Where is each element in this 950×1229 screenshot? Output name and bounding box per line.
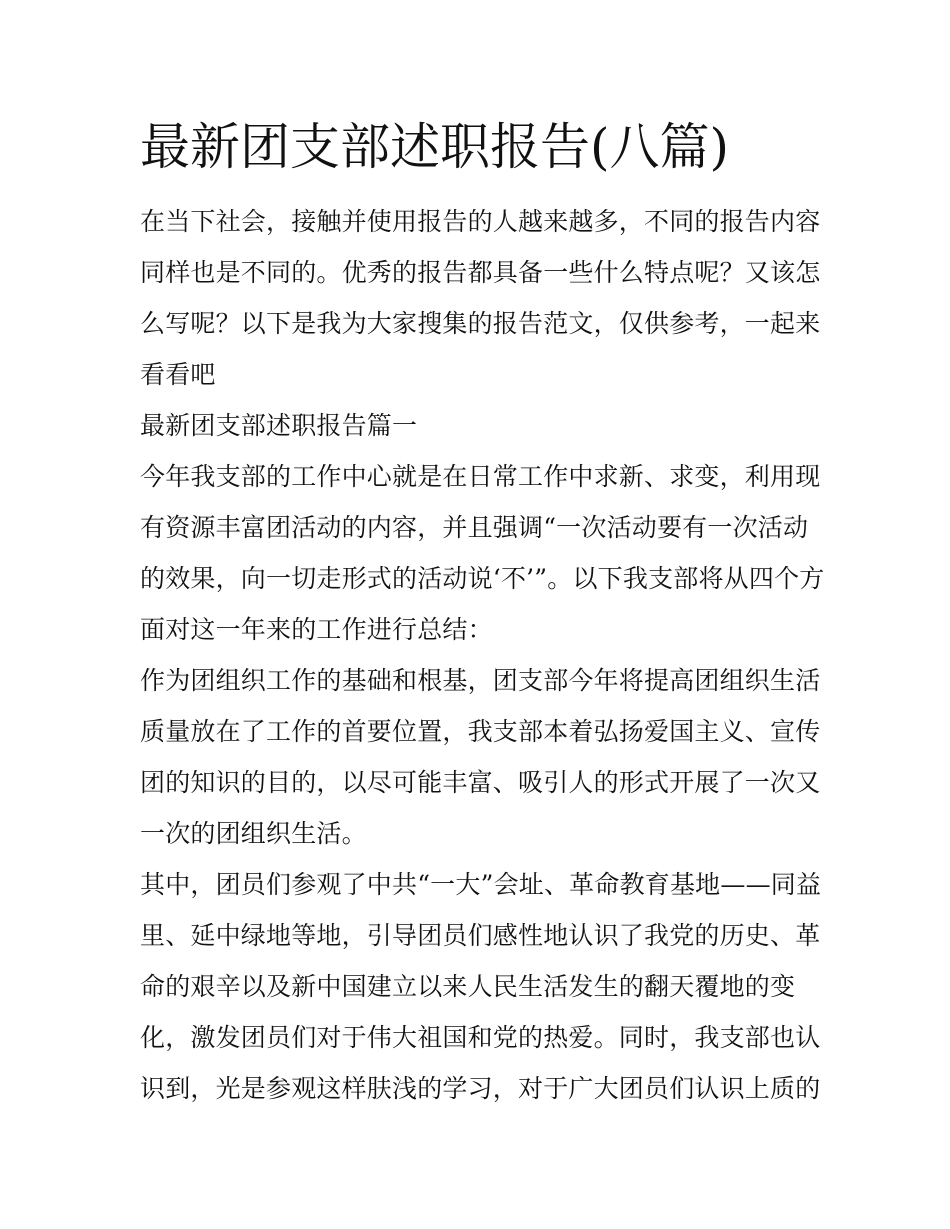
text-line-17: 化，激发团员们对于伟大祖国和党的热爱。同时，我支部也认 xyxy=(140,1023,821,1052)
text-line-10: 作为团组织工作的基础和根基，团支部今年将提高团组织生活 xyxy=(140,666,821,695)
text-line-12: 团的知识的目的，以尽可能丰富、吸引人的形式开展了一次又 xyxy=(140,768,821,797)
document-body xyxy=(140,196,825,1114)
text-line-14: 其中，团员们参观了中共“一大”会址、革命教育基地——同益 xyxy=(140,870,822,899)
text-line-1: 在当下社会，接触并使用报告的人越来越多，不同的报告内容 xyxy=(140,207,821,236)
text-line-15: 里、延中绿地等地，引导团员们感性地认识了我党的历史、革 xyxy=(140,921,821,950)
text-line-2: 同样也是不同的。优秀的报告都具备一些什么特点呢？又该怎 xyxy=(140,258,821,287)
section-heading: 最新团支部述职报告篇一 xyxy=(140,411,418,440)
text-line-9: 面对这一年来的工作进行总结： xyxy=(140,615,493,644)
document-title: 最新团支部述职报告(八篇) xyxy=(140,118,730,176)
text-line-3: 么写呢？以下是我为大家搜集的报告范文，仅供参考，一起来 xyxy=(140,309,821,338)
text-line-18: 识到，光是参观这样肤浅的学习，对于广大团员们认识上质的 xyxy=(140,1074,821,1103)
text-line-8: 的效果，向一切走形式的活动说‘不’”。以下我支部将从四个方 xyxy=(140,564,825,593)
text-line-6: 今年我支部的工作中心就是在日常工作中求新、求变，利用现 xyxy=(140,462,821,491)
text-line-7: 有资源丰富团活动的内容，并且强调“一次活动要有一次活动 xyxy=(140,513,809,542)
text-line-16: 命的艰辛以及新中国建立以来人民生活发生的翻天覆地的变 xyxy=(140,972,796,1001)
text-line-11: 质量放在了工作的首要位置，我支部本着弘扬爱国主义、宣传 xyxy=(140,717,821,746)
text-line-4: 看看吧 xyxy=(140,360,216,389)
text-line-13: 一次的团组织生活。 xyxy=(140,819,367,848)
